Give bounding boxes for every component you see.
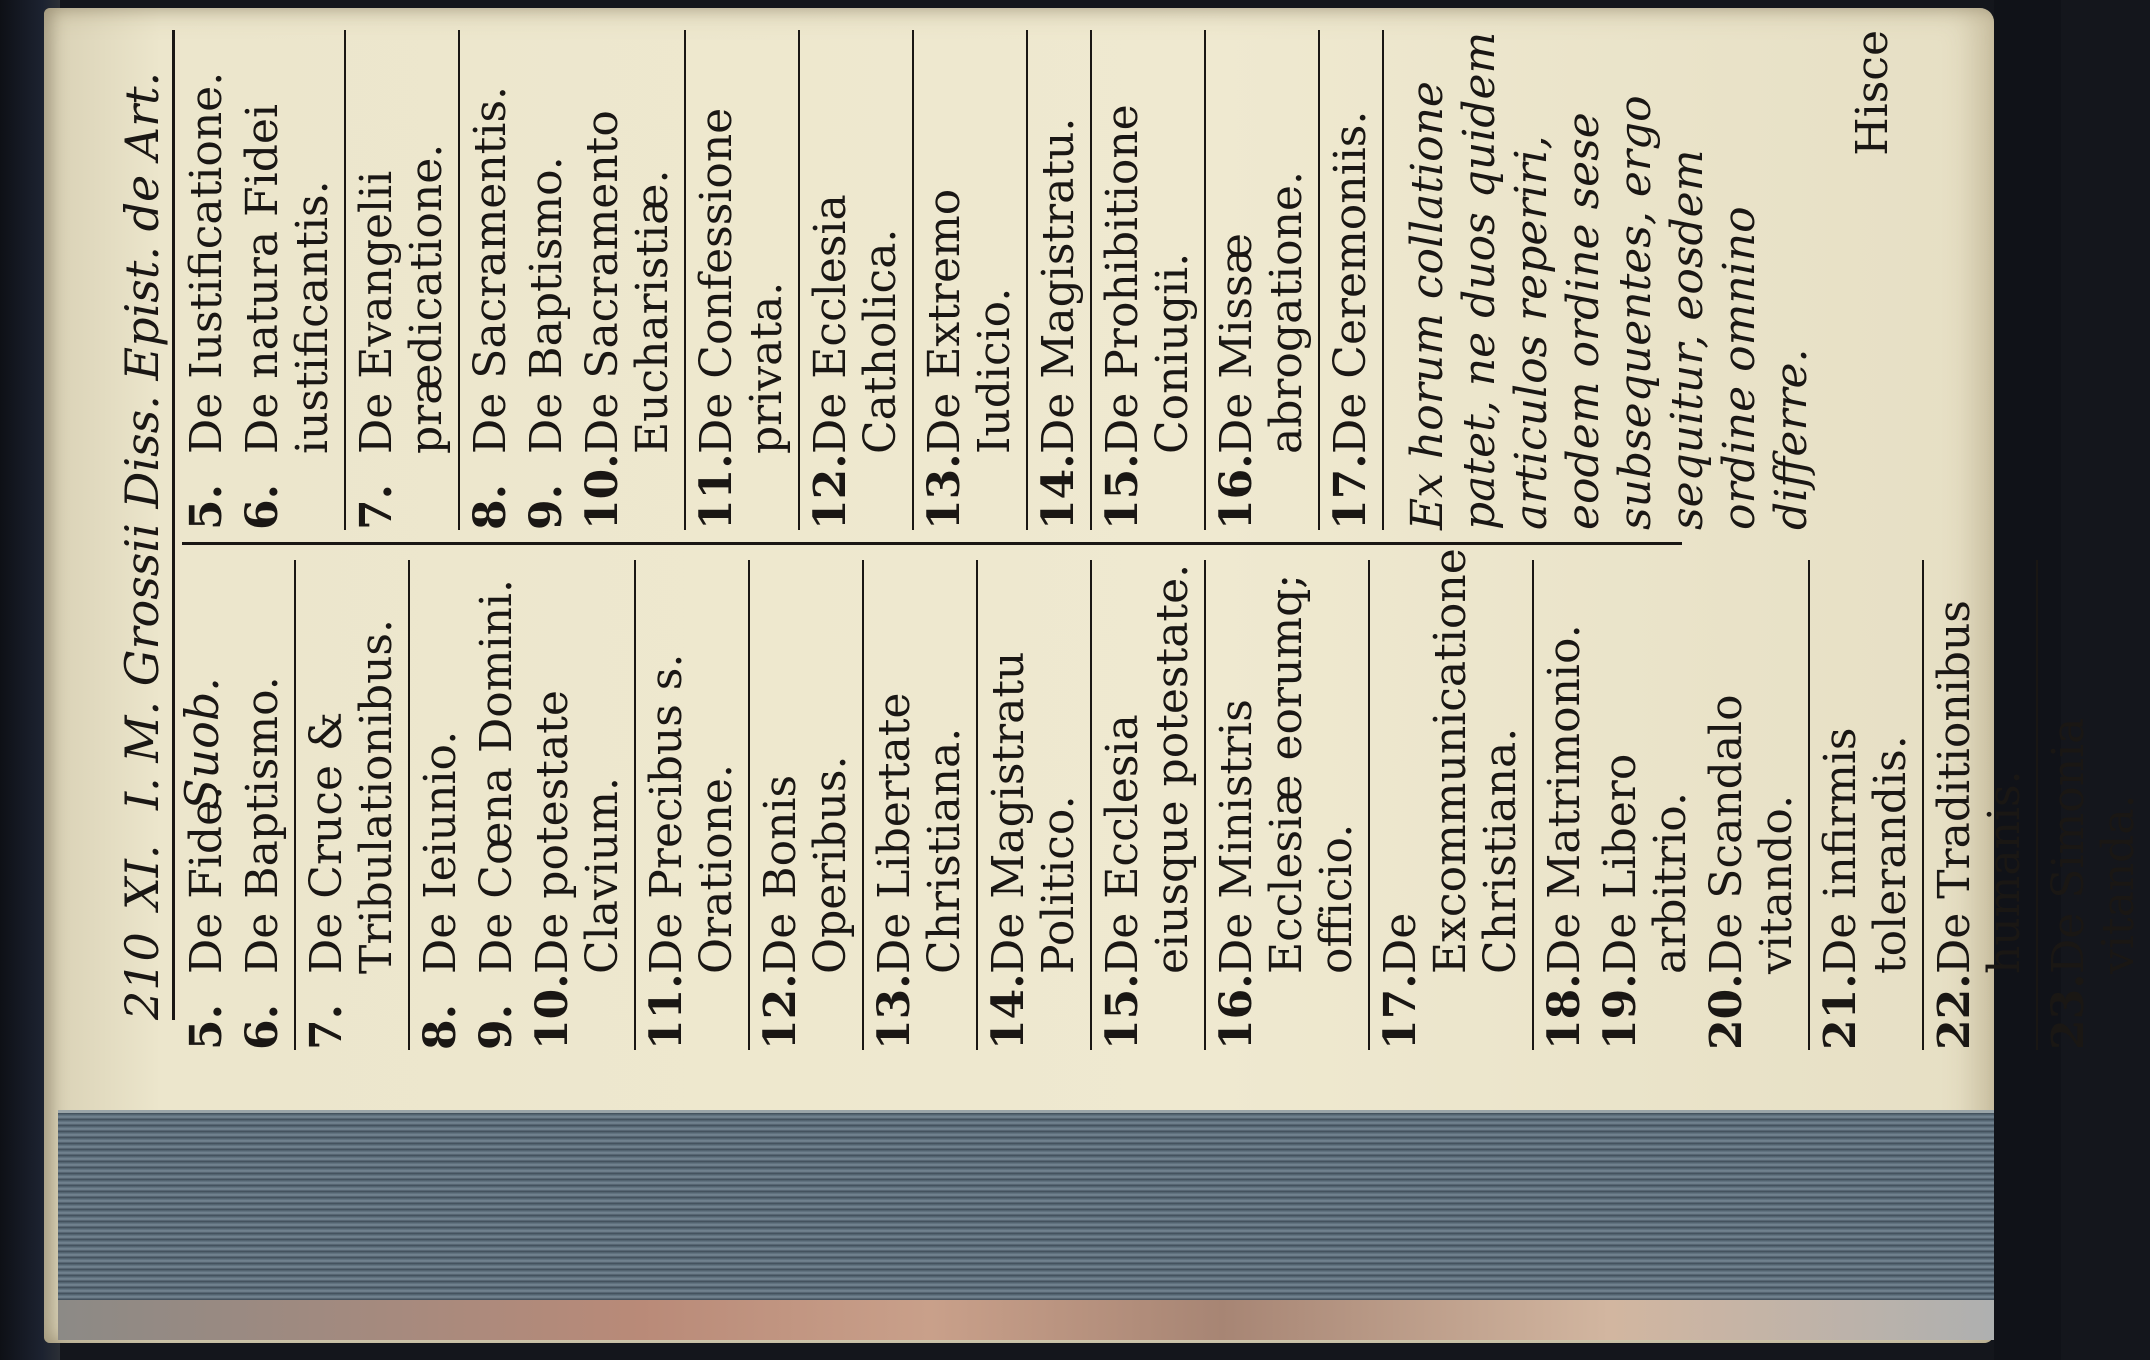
list-item: 14. De Magistratu. <box>1033 117 1084 530</box>
list-item: 12. De Bonis Operibus. <box>755 755 856 1050</box>
list-item: 13. De Libertate Christiana. <box>869 692 970 1050</box>
list-item: 11. De Precibus s. Oratione. <box>641 653 742 1050</box>
list-item: 18. De Matrimonio. <box>1539 624 1590 1050</box>
list-item: 14. De Magistratu Politico. <box>983 651 1084 1050</box>
marbled-edge <box>58 1300 1998 1340</box>
closing-paragraph: Ex horum collatione patet, ne duos quidem articulos reperiri, eodem ordine sese subsequentes, ergo sequitur, eosdem ordine omnino differre. <box>1402 31 1817 530</box>
list-item: 17. De Ceremoniis. <box>1325 110 1376 530</box>
right-column <box>182 30 1898 530</box>
list-item: 7. De Cruce & Tribulationibus. <box>301 619 402 1050</box>
list-item: 11. De Confessione privata. <box>691 107 792 530</box>
list-item: 13. De Extremo Iudicio. <box>919 188 1020 530</box>
list-item: 16. De Ministris Ecclesiæ eorumq; officio. <box>1211 573 1362 1050</box>
running-title: I. M. Grossii Diss. Epist. de Art. Suob. <box>115 71 229 810</box>
chapter-roman: XI. <box>115 844 169 910</box>
list-item: 5. De Fide. <box>181 785 232 1050</box>
list-item: 8. De Sacramentis. <box>465 85 516 530</box>
list-item: 9. De Baptismo. <box>521 156 572 530</box>
list-item: 20. De Scandalo vitando. <box>1701 694 1802 1050</box>
list-item: 8. De Ieiunio. <box>415 730 466 1050</box>
left-column <box>181 548 2150 1050</box>
list-item: 22. De Traditionibus humanis. <box>1929 600 2030 1050</box>
list-item: 6. De natura Fidei iustificantis. <box>237 103 338 530</box>
list-item: 21. De infirmis tolerandis. <box>1815 727 1916 1050</box>
list-item: 6. De Baptismo. <box>237 676 288 1050</box>
page-text-block <box>102 10 2144 1050</box>
list-item: 17. De Excommunicatione Christiana. <box>1375 548 1526 1050</box>
list-item: 15. De Ecclesia eiusque potestate. <box>1097 563 1198 1050</box>
column-divider <box>182 542 1682 545</box>
list-item: 15. De Prohibitione Coniugii. <box>1097 104 1198 530</box>
page-fore-edge <box>58 1110 1998 1303</box>
list-item: 12. De Ecclesia Catholica. <box>805 194 906 530</box>
page-number: 210 <box>115 932 169 1020</box>
list-item: 5. De Iustificatione. <box>181 71 232 530</box>
list-item: 23. De Simonia vitanda. <box>2043 717 2144 1050</box>
list-item: 10. De potestate Clavium. <box>527 690 628 1050</box>
list-item: 9. De Cœna Domini. <box>471 579 522 1050</box>
list-item: 19. De Libero arbitrio. <box>1595 753 1696 1050</box>
list-item: 7. De Evangelii prædicatione. <box>351 143 452 530</box>
list-item: 10. De Sacramento Eucharistiæ. <box>577 110 678 530</box>
catchword: Hisce <box>1847 30 1898 156</box>
list-item: 16. De Missæ abrogatione. <box>1211 171 1312 530</box>
